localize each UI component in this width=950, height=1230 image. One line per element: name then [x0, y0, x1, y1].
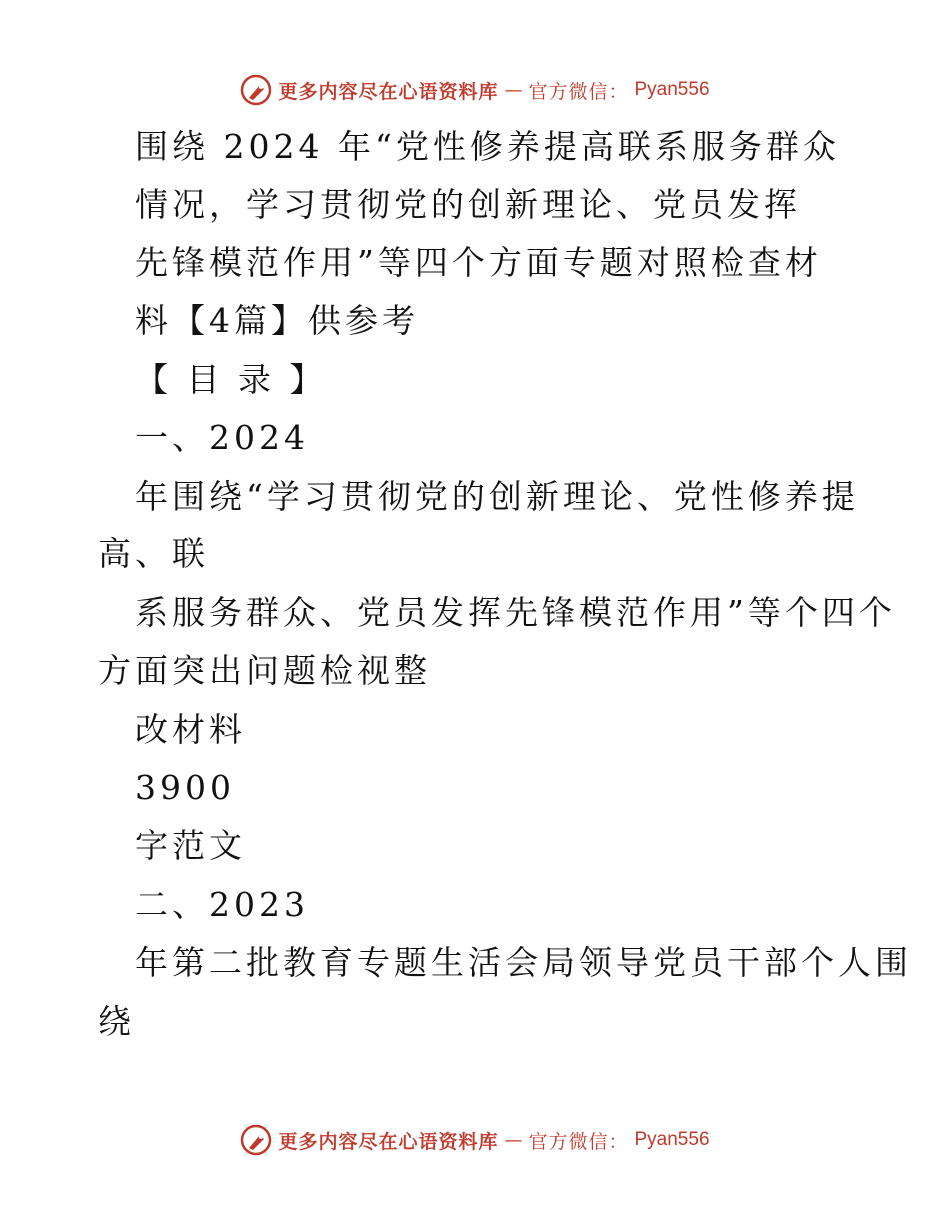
toc-item-line: 二、2023	[135, 885, 309, 924]
pen-nib-logo-icon	[240, 1124, 272, 1156]
toc-item-line: 一、2024	[135, 418, 309, 457]
toc-item-line: 3900	[135, 768, 235, 807]
banner-wechat-label: 官方微信：	[528, 80, 629, 103]
footer-banner	[0, 1120, 950, 1160]
banner-separator: —	[504, 79, 523, 101]
banner-wechat-id: Pyan556	[634, 1129, 710, 1150]
toc-item-line: 年围绕“学习贯彻党的创新理论、党性修养提	[135, 477, 859, 516]
banner-main-text: 更多内容尽在心语资料库	[278, 80, 499, 103]
banner-main-text: 更多内容尽在心语资料库	[278, 1130, 499, 1153]
title-line-1: 围绕 2024 年“党性修养提高联系服务群众	[135, 127, 840, 166]
banner-wechat-id: Pyan556	[634, 79, 710, 100]
toc-item-line: 年第二批教育专题生活会局领导党员干部个人围	[135, 943, 912, 982]
toc-item-line: 字范文	[135, 826, 246, 865]
toc-item-line: 方面突出问题检视整	[98, 651, 431, 690]
pen-nib-logo-icon	[240, 74, 272, 106]
toc-item-line: 改材料	[135, 710, 246, 749]
banner-separator: —	[504, 1129, 523, 1151]
header-banner	[0, 70, 950, 110]
toc-item-line: 系服务群众、党员发挥先锋模范作用”等个四个	[135, 593, 896, 632]
toc-heading: 【 目 录 】	[135, 360, 327, 399]
title-line-4: 料【4篇】供参考	[135, 301, 419, 340]
title-line-2: 情况，学习贯彻党的创新理论、党员发挥	[135, 185, 801, 224]
banner-wechat-label: 官方微信：	[528, 1130, 629, 1153]
title-line-3: 先锋模范作用”等四个方面专题对照检查材	[135, 243, 822, 282]
toc-item-line: 高、联	[98, 534, 209, 573]
toc-item-line: 绕	[98, 1002, 135, 1041]
